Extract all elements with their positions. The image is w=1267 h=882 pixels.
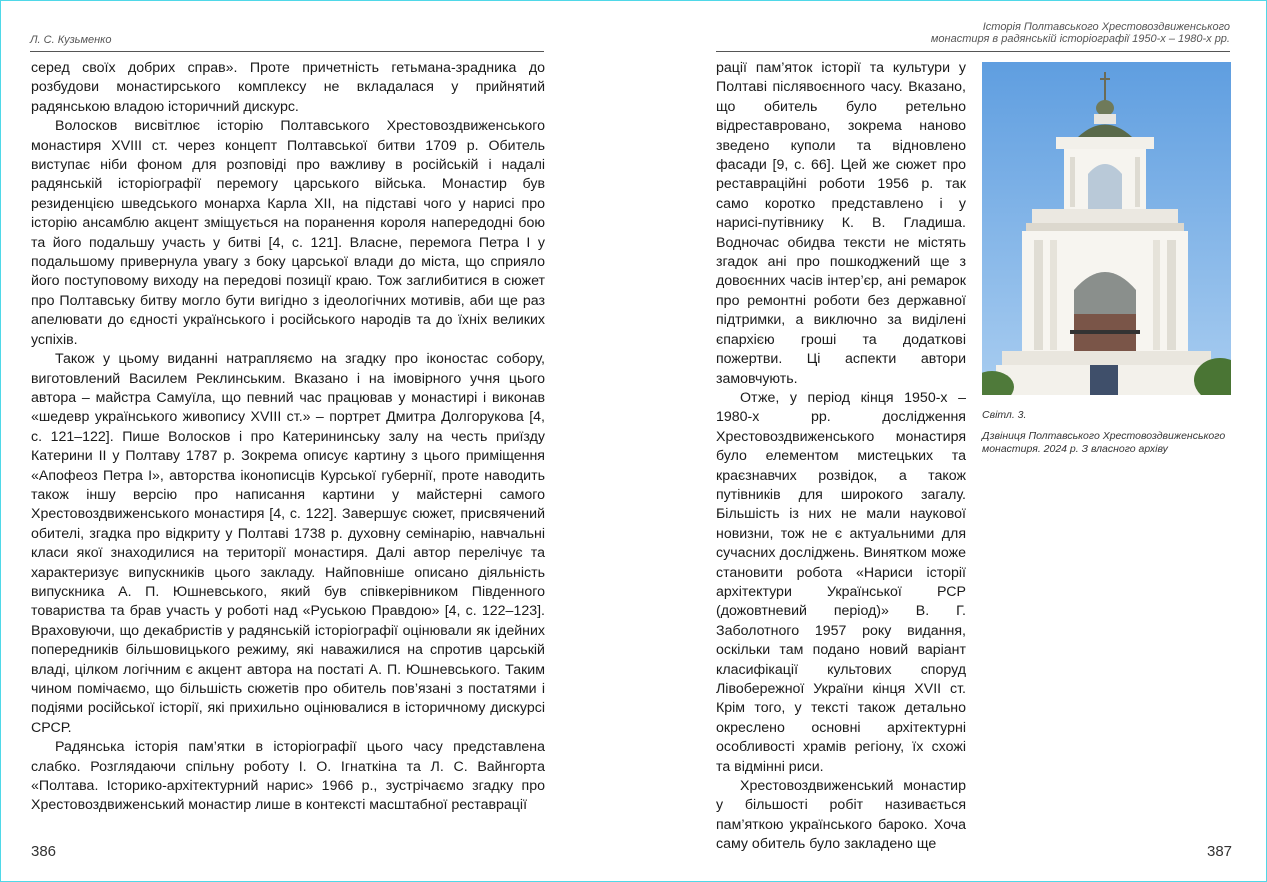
paragraph: Волосков висвітлює історію Полтавського Хрестовоздвиженського монастиря XVIII ст. через концепт Полтавської битви 1709 р. Обитель виступає ніби фоном для розповіді про важливу в російській і надалі радянській історіографії перемогу царського війська. Монастир був резиденцією шведського монарха Карла XII, на підставі чого у нарисі про історію ансамблю акцент зміщується на поранення короля напередодні бою та його подальшу участь у битві [4, с. 121]. Власне, перемога Петра I у подальшому привернула увагу з боку царської влади до міста, що сприяло його поступовому виходу на передові позиції краю. Тож заглибитися в сюжет про Полтавську битву могло бути вигідно з ідеологічних мотивів, аби ще раз апелювати до єдності українського і російського народів та до їхніх великих успіхів. <box>31 118 545 348</box>
paragraph: Хрестовоздвиженський монастир у більшості робіт називається пам’яткою українського бароко. Хоча саму обитель було закладено ще <box>716 778 966 853</box>
right-page-number: 387 <box>1207 843 1233 860</box>
left-text-column <box>31 59 545 816</box>
right-text-column <box>716 59 966 855</box>
right-header-rule <box>716 51 1230 52</box>
figure-caption: Дзвіниця Полтавського Хрестовоздвиженського монастиря. 2024 р. З власного архіву <box>982 430 1226 455</box>
right-running-head <box>931 21 1230 45</box>
bell-tower-illustration <box>982 62 1231 395</box>
paragraph: Радянська історія пам’ятки в історіографії цього часу представлена слабко. Розглядаючи спільну роботу І. О. Ігнаткіна та Л. С. Вайнгорта «Полтава. Історико-архітектурний нарис» 1966 р., зустрічаємо згадку про Хрестовоздвиженський монастир лише в контексті масштабної реставрації <box>31 739 545 814</box>
figure-label: Світл. 3. <box>982 409 1027 421</box>
running-head-line: монастиря в радянській історіографії 1950-х – 1980-х рр. <box>930 33 1230 45</box>
left-running-head: Л. С. Кузьменко <box>30 34 112 46</box>
paragraph: серед своїх добрих справ». Проте причетність гетьмана-зрадника до розбудови монастирського комплексу не вкладалася у прийнятий радянською владою історичний дискурс. <box>31 60 545 115</box>
paragraph: Отже, у період кінця 1950-х – 1980-х рр. дослідження Хрестовоздвиженського монастиря було елементом мистецьких та краєзнавчих розвідок, а також путівників для широкого загалу. Більшість із них не мали наукової новизни, тож не є актуальними для сучасних досліджень. Винятком може становити робота «Нариси історії архітектури Української РСР (дожовтневий період)» В. Г. Заболотного 1957 року видання, оскільки там подано новий варіант класифікації культових споруд Лівобережної України кінця XVII ст. Крім того, у тексті також детально окреслено основні архітектурні особливості храмів регіону, їх схожі та відмінні риси. <box>716 389 966 775</box>
paragraph: рації пам’яток історії та культури у Полтаві післявоєнного часу. Вказано, що обитель було ретельно відреставровано, зокрема наново зведено куполи та відновлено фасади [9, с. 66]. Цей же сюжет про реставраційні роботи 1956 р. так само коротко представлено і у нарисі-путівнику К. В. Гладиша. Водночас обидва тексти не містять згадок ані про пошкоджений ще з довоєнних часів інтер’єр, ані ремарок про ремонтні роботи без державної підтримки, а виключно за виділені єпархією гроші та додаткові пожертви. Ці аспекти автори замовчують. <box>716 60 966 387</box>
left-page-number: 386 <box>31 843 57 860</box>
left-header-rule <box>30 51 544 52</box>
bell-tower-photo <box>982 62 1231 395</box>
running-head-line: Історія Полтавського Хрестовоздвиженського <box>982 21 1230 33</box>
paragraph: Також у цьому виданні натрапляємо на згадку про іконостас собору, виготовлений Василем Реклинським. Вказано і на імовірного учня цього автора – майстра Самуїла, що певний час працював у монастирі і виконав «шедевр українського живопису XVIII ст.» – портрет Дмитра Долгорукова [4, с. 121–122]. Пише Волосков і про Катерининську залу на честь приїзду Катерини II у Полтаву 1787 р. Зокрема описує картину з цього приміщення «Апофеоз Петра I», авторства іконописців Курської губернії, проте наводить також іншу версію про написання картини у майстерні самого Хрестовоздвиженського монастиря [4, с. 122]. Завершує сюжет, присвячений обителі, згадка про відкриту у Полтаві 1738 р. духовну семінарію, навчальні класи якої знаходилися на території монастиря. Далі автор перелічує та характеризує випускників цього закладу. Найповніше описано діяльність випускника А. П. Юшневського, який був співкерівником Південного товариства та брав участь у роботі над «Руською Правдою» [4, с. 122–123]. Враховуючи, що декабристів у радянській історіографії оцінювали як ідейних попередників більшовицького режиму, які наважилися на спротив царській владі, цілком логічним є акцент автора на постаті А. П. Юшневського. Таким чином помічаємо, що більшість сюжетів про обитель пов’язані з постатями і подіями російської історії, які прихильно оцінювалися в історичному дискурсі СРСР. <box>31 351 545 736</box>
